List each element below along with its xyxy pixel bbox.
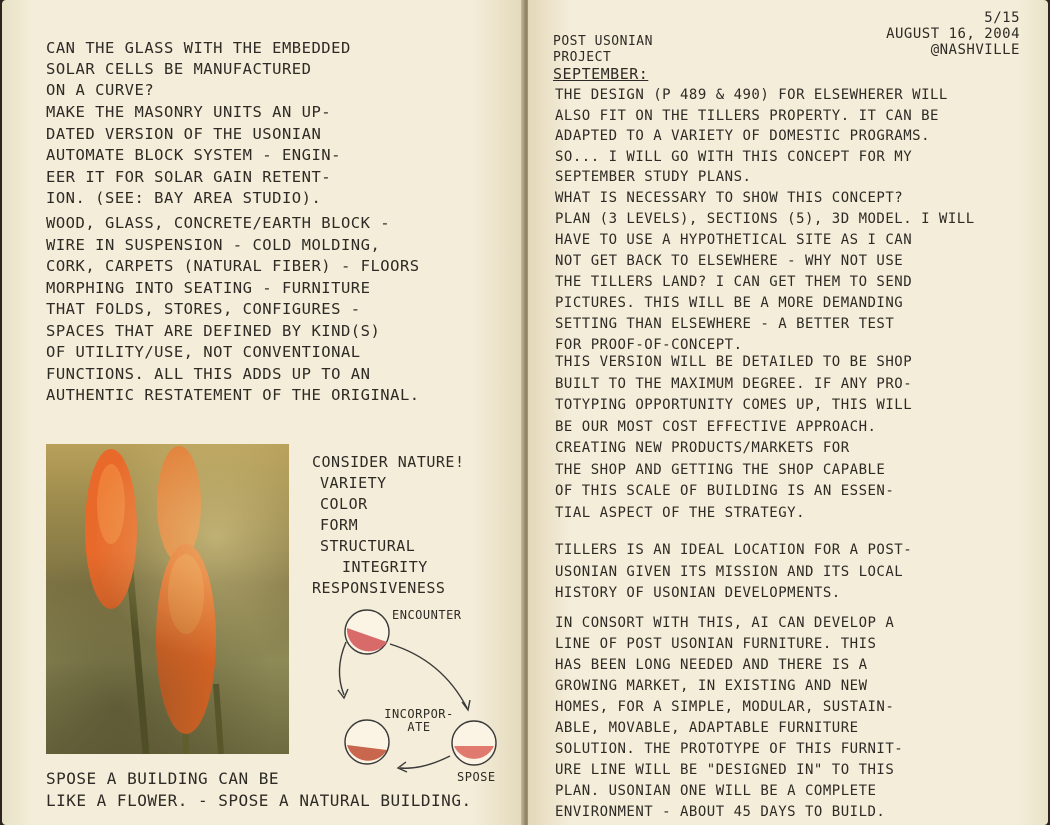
project-header: POST USONIAN PROJECT SEPTEMBER:	[553, 34, 653, 83]
encounter-cycle-diagram	[322, 600, 522, 784]
notes-title: CONSIDER NATURE!	[312, 453, 465, 471]
entry-date: 5/15 AUGUST 16, 2004 @NASHVILLE	[880, 10, 1020, 58]
right-paragraph-5: IN CONSORT WITH THIS, AI CAN DEVELOP A LINE OF POST USONIAN FURNITURE. THIS HAS BEEN LONG NEEDED AND THERE IS A GROWING MARKET, IN EXISTING AND NEW HOMES, FOR A SIMPLE, MODULAR, SUSTAIN- ABLE, MOVABLE, ADAPTABLE FURNITURE SOLUTION. THE PROTOTYPE OF THIS FURNIT- URE LINE WILL BE "DESIGNED IN" TO THIS PLAN. USONIAN ONE WILL BE A COMPLETE ENVIRONMENT - ABOUT 45 DAYS TO BUILD.	[555, 615, 904, 820]
left-bottom-text: SPOSE A BUILDING CAN BE LIKE A FLOWER. - SPOSE A NATURAL BUILDING.	[46, 769, 472, 810]
flower-photo	[46, 444, 289, 754]
right-paragraph-1: THE DESIGN (P 489 & 490) FOR ELSEWHERER WILL ALSO FIT ON THE TILLERS PROPERTY. IT CAN BE ADAPTED TO A VARIETY OF DOMESTIC PROGRAMS. SO... I WILL GO WITH THIS CONCEPT FOR MY SEPTEMBER STUDY PLANS.	[555, 87, 948, 185]
left-paragraph-1: CAN THE GLASS WITH THE EMBEDDED SOLAR CELLS BE MANUFACTURED ON A CURVE?	[46, 39, 351, 99]
right-paragraph-3: THIS VERSION WILL BE DETAILED TO BE SHOP BUILT TO THE MAXIMUM DEGREE. IF ANY PRO- TOTYPING OPPORTUNITY COMES UP, THIS WILL BE OUR MOST COST EFFECTIVE APPROACH. CREATING NEW PRODUCTS/MARKETS FOR THE SHOP AND GETTING THE SHOP CAPABLE OF THIS SCALE OF BUILDING IS AN ESSEN- TIAL ASPECT OF THE STRATEGY.	[555, 354, 913, 521]
left-paragraph-2: MAKE THE MASONRY UNITS AN UP- DATED VERSION OF THE USONIAN AUTOMATE BLOCK SYSTEM - ENGIN- EER IT FOR SOLAR GAIN RETENT- ION. (SEE: BAY AREA STUDIO).	[46, 103, 341, 207]
encounter-label: ENCOUNTER	[392, 608, 462, 622]
left-page	[2, 0, 524, 825]
incorporate-label: INCORPOR- ATE	[384, 707, 454, 734]
right-paragraph-4: TILLERS IS AN IDEAL LOCATION FOR A POST- USONIAN GIVEN ITS MISSION AND ITS LOCAL HISTORY OF USONIAN DEVELOPMENTS.	[555, 542, 913, 601]
nature-notes: CONSIDER NATURE! VARIETY COLOR FORM STRUCTURAL INTEGRITY RESPONSIVENESS	[312, 453, 465, 597]
month-heading: SEPTEMBER:	[553, 65, 649, 83]
left-paragraph-3: WOOD, GLASS, CONCRETE/EARTH BLOCK - WIRE IN SUSPENSION - COLD MOLDING, CORK, CARPETS (NATURAL FIBER) - FLOORS MORPHING INTO SEATING - FURNITURE THAT FOLDS, STORES, CONFIGURES - SPACES THAT ARE DEFINED BY KIND(S) OF UTILITY/USE, NOT CONVENTIONAL FUNCTIONS. ALL THIS ADDS UP TO AN AUTHENTIC RESTATEMENT OF THE ORIGINAL.	[46, 214, 420, 404]
spose-label: SPOSE	[457, 770, 496, 784]
page-number: 5/15	[984, 10, 1020, 26]
right-paragraph-2: WHAT IS NECESSARY TO SHOW THIS CONCEPT? PLAN (3 LEVELS), SECTIONS (5), 3D MODEL. I WILL HAVE TO USE A HYPOTHETICAL SITE AS I CAN NOT GET BACK TO ELSEWHERE - WHY NOT USE THE TILLERS LAND? I CAN GET THEM TO SEND PICTURES. THIS WILL BE A MORE DEMANDING SETTING THAN ELSEWHERE - A BETTER TEST FOR PROOF-OF-CONCEPT.	[555, 190, 975, 353]
